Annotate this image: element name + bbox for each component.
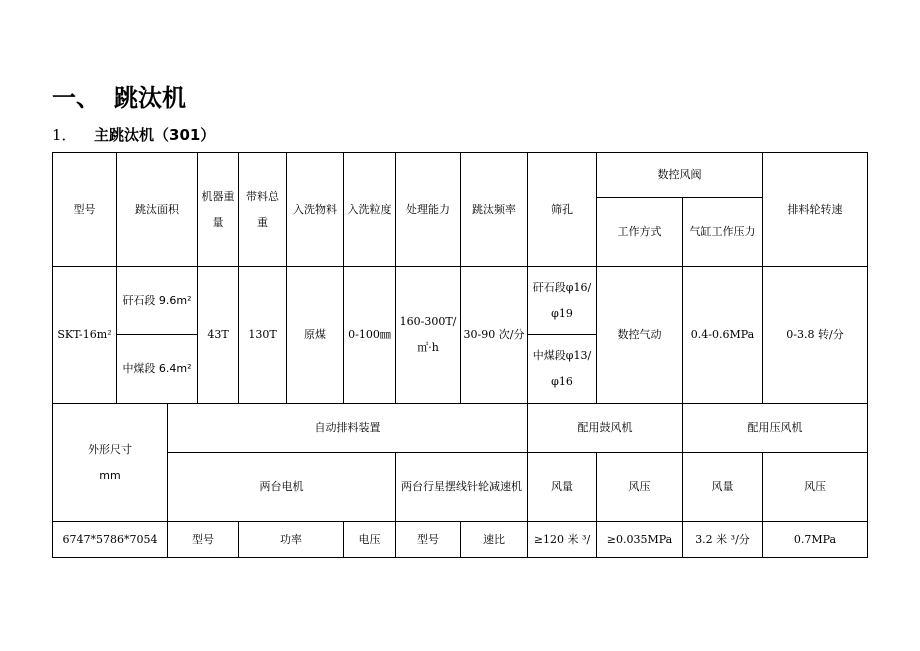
cell-dimensions-label xyxy=(53,404,168,522)
cell-area-gangue: 矸石段 9.6m² xyxy=(117,267,198,335)
header-machine-weight: 机器重量 xyxy=(198,153,239,267)
cell-machine-weight: 43T xyxy=(198,267,239,404)
cell-compressor-pressure: 0.7MPa xyxy=(763,522,868,558)
cell-dimensions-value: 6747*5786*7054 xyxy=(53,522,168,558)
header-capacity: 处理能力 xyxy=(396,153,461,267)
cell-auto-discharge: 自动排料装置 xyxy=(168,404,528,453)
section-heading xyxy=(52,78,186,113)
header-model: 型号 xyxy=(53,153,117,267)
jig-spec-table xyxy=(52,152,868,558)
cell-compressor: 配用压风机 xyxy=(683,404,868,453)
cell-feed-size: 0-100㎜ xyxy=(344,267,396,404)
cell-compressor-pressure-label: 风压 xyxy=(763,453,868,522)
header-valve-group: 数控风阀 xyxy=(597,153,763,198)
cell-blower-pressure: ≥0.035MPa xyxy=(597,522,683,558)
cell-sieve-middling: 中煤段φ13/φ16 xyxy=(528,335,597,404)
cell-discharge-speed: 0-3.8 转/分 xyxy=(763,267,868,404)
cell-blower-airflow: ≥120 米 ³/ xyxy=(528,522,597,558)
section-number: 一、 xyxy=(52,84,100,112)
cell-loaded-weight: 130T xyxy=(239,267,287,404)
cell-reducer-model: 型号 xyxy=(396,522,461,558)
cell-compressor-airflow: 3.2 米 ³/分 xyxy=(683,522,763,558)
header-feed-material: 入洗物料 xyxy=(287,153,344,267)
cell-reducer-ratio: 速比 xyxy=(461,522,528,558)
dimensions-title: 外形尺寸 xyxy=(88,442,132,456)
dimensions-unit: mm xyxy=(99,468,121,482)
cell-feed-material: 原煤 xyxy=(287,267,344,404)
header-frequency: 跳汰频率 xyxy=(461,153,528,267)
cell-area-middling: 中煤段 6.4m² xyxy=(117,335,198,404)
cell-work-mode: 数控气动 xyxy=(597,267,683,404)
header-area: 跳汰面积 xyxy=(117,153,198,267)
cell-blower-pressure-label: 风压 xyxy=(597,453,683,522)
cell-frequency: 30-90 次/分 xyxy=(461,267,528,404)
cell-cylinder-pressure: 0.4-0.6MPa xyxy=(683,267,763,404)
cell-motor-power: 功率 xyxy=(239,522,344,558)
cell-model: SKT-16m² xyxy=(53,267,117,404)
cell-blower-airflow-label: 风量 xyxy=(528,453,597,522)
subsection-number: 1． xyxy=(52,126,77,144)
cell-motor-voltage: 电压 xyxy=(344,522,396,558)
header-loaded-weight: 带料总重 xyxy=(239,153,287,267)
cell-compressor-airflow-label: 风量 xyxy=(683,453,763,522)
header-cylinder-pressure: 气缸工作压力 xyxy=(683,198,763,267)
section-title: 跳汰机 xyxy=(114,84,186,112)
header-work-mode: 工作方式 xyxy=(597,198,683,267)
header-sieve: 筛孔 xyxy=(528,153,597,267)
cell-sieve-gangue: 矸石段φ16/φ19 xyxy=(528,267,597,335)
subsection-title: 主跳汰机（301） xyxy=(94,126,216,144)
subsection-heading xyxy=(52,124,215,145)
cell-two-motors: 两台电机 xyxy=(168,453,396,522)
cell-blower: 配用鼓风机 xyxy=(528,404,683,453)
header-discharge-speed: 排料轮转速 xyxy=(763,153,868,267)
header-feed-size: 入洗粒度 xyxy=(344,153,396,267)
cell-motor-model: 型号 xyxy=(168,522,239,558)
cell-capacity: 160-300T/㎡·h xyxy=(396,267,461,404)
cell-two-reducers: 两台行星摆线针轮减速机 xyxy=(396,453,528,522)
